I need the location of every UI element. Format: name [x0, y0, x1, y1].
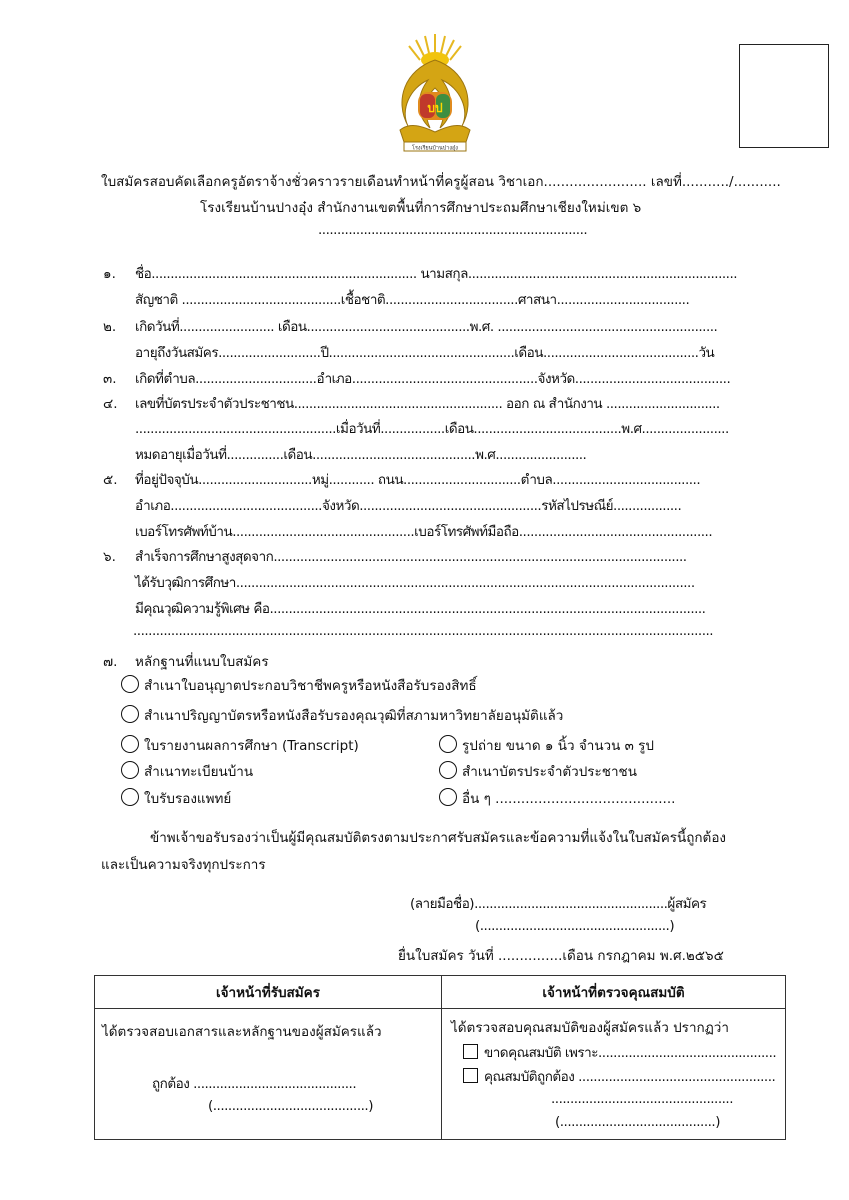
nationality-field[interactable]: สัญชาติ ..........................................เชื้อชาติ...................................ศาสนา...................................	[135, 292, 690, 308]
radio-circle-icon[interactable]	[121, 761, 139, 779]
id-card-issue-field[interactable]: .....................................................เมื่อวันที่.................เดือน.......................................พ.ศ.......................	[135, 421, 729, 437]
school-office-line: โรงเรียนบ้านปางอุ๋ง สำนักงานเขตพื้นที่การศึกษาประถมศึกษาเชียงใหม่เขต ๖	[200, 200, 642, 216]
verifier-dotted-line[interactable]: ................................................	[551, 1091, 733, 1107]
lack-qualification-option[interactable]: ขาดคุณสมบัติ เพราะ...............................................	[463, 1041, 776, 1063]
name-field[interactable]: ชื่อ...................................................................... นามสกุล.......................................................................	[135, 266, 738, 282]
receiver-header: เจ้าหน้าที่รับสมัคร	[95, 976, 442, 1009]
attachment-degree-certificate[interactable]: สำเนาปริญญาบัตรหรือหนังสือรับรองคุณวุฒิที่สภามหาวิทยาลัยอนุมัติแล้ว	[121, 704, 563, 726]
receiver-cell	[95, 1009, 442, 1140]
applicant-signature[interactable]: (ลายมือชื่อ)...................................................ผู้สมัคร	[410, 896, 707, 912]
verifier-cell	[442, 1009, 786, 1140]
svg-text:บป: บป	[427, 101, 443, 115]
receiver-signature-field[interactable]: (.........................................)	[208, 1098, 373, 1114]
verifier-check-text: ได้ตรวจสอบคุณสมบัติของผู้สมัครแล้ว ปรากฏว่า	[451, 1020, 729, 1036]
item-number-6: ๖.	[103, 549, 116, 565]
district-field[interactable]: อำเภอ........................................จังหวัด................................................รหัสไปรษณีย์..................	[135, 498, 682, 514]
item-number-4: ๔.	[103, 396, 118, 412]
radio-circle-icon[interactable]	[121, 675, 139, 693]
submit-date: ยื่นใบสมัคร วันที่ ...............เดือน กรกฎาคม พ.ศ.๒๕๖๕	[398, 948, 724, 964]
school-emblem-logo	[380, 30, 490, 155]
radio-circle-icon[interactable]	[439, 788, 457, 806]
item-number-1: ๑.	[103, 266, 116, 282]
id-card-field[interactable]: เลขที่บัตรประจำตัวประชาชน....................................................... ออก ณ สำนักงาน ..............................	[135, 396, 720, 412]
item-number-7: ๗.	[103, 654, 118, 670]
id-card-expire-field[interactable]: หมดอายุเมื่อวันที่...............เดือน...........................................พ.ศ........................	[135, 447, 587, 463]
attachment-transcript[interactable]: ใบรายงานผลการศึกษา (Transcript)	[121, 734, 359, 756]
radio-circle-icon[interactable]	[121, 705, 139, 723]
declaration-line-2: และเป็นความจริงทุกประการ	[101, 857, 266, 873]
svg-text:โรงเรียนบ้านปางอุ๋ง: โรงเรียนบ้านปางอุ๋ง	[411, 145, 459, 152]
attachments-title: หลักฐานที่แนบใบสมัคร	[135, 654, 269, 670]
attachment-id-card-copy[interactable]: สำเนาบัตรประจำตัวประชาชน	[439, 760, 637, 782]
header-dotted-line[interactable]: .......................................................................	[318, 222, 588, 238]
phone-field[interactable]: เบอร์โทรศัพท์บ้าน................................................เบอร์โทรศัพท์มือถือ...................................................	[135, 524, 713, 540]
checkbox-icon[interactable]	[463, 1068, 478, 1083]
attachment-photo[interactable]: รูปถ่าย ขนาด ๑ นิ้ว จำนวน ๓ รูป	[439, 734, 654, 756]
radio-circle-icon[interactable]	[439, 735, 457, 753]
birthdate-field[interactable]: เกิดวันที่......................... เดือน...........................................พ.ศ. ..........................................................	[135, 319, 718, 335]
birthplace-field[interactable]: เกิดที่ตำบล................................อำเภอ.................................................จังหวัด.........................................	[135, 371, 731, 387]
form-title: ใบสมัครสอบคัดเลือกครูอัตราจ้างชั่วคราวรายเดือนทำหน้าที่ครูผู้สอน วิชาเอก........................ เลขที่.........../...........	[101, 174, 781, 190]
declaration-line-1: ข้าพเจ้าขอรับรองว่าเป็นผู้มีคุณสมบัติตรงตามประกาศรับสมัครและข้อความที่แจ้งในใบสมัครนี้ถูกต้อง	[150, 830, 727, 846]
item-number-5: ๕.	[103, 472, 118, 488]
special-skill-field-2[interactable]: .........................................................................................................................................................	[133, 623, 714, 639]
attachment-medical-certificate[interactable]: ใบรับรองแพทย์	[121, 787, 231, 809]
radio-circle-icon[interactable]	[121, 735, 139, 753]
applicant-name-parenthesis[interactable]: (..................................................)	[475, 918, 675, 934]
receiver-correct-field[interactable]: ถูกต้อง ...........................................	[152, 1076, 357, 1092]
staff-verification-table	[94, 975, 786, 1140]
age-field[interactable]: อายุถึงวันสมัคร...........................ปี.................................................เดือน.........................................วัน	[135, 345, 715, 361]
item-number-3: ๓.	[103, 371, 117, 387]
checkbox-icon[interactable]	[463, 1044, 478, 1059]
receiver-check-text: ได้ตรวจสอบเอกสารและหลักฐานของผู้สมัครแล้ว	[102, 1024, 382, 1040]
radio-circle-icon[interactable]	[121, 788, 139, 806]
verifier-header: เจ้าหน้าที่ตรวจคุณสมบัติ	[442, 976, 786, 1009]
address-field[interactable]: ที่อยู่ปัจจุบัน..............................หมู่............ ถนน...............................ตำบล.......................................	[135, 472, 701, 488]
qualified-option[interactable]: คุณสมบัติถูกต้อง ....................................................	[463, 1065, 775, 1087]
verifier-signature-field[interactable]: (.........................................)	[555, 1114, 720, 1130]
item-number-2: ๒.	[103, 319, 117, 335]
attachment-other[interactable]: อื่น ๆ ..........................................	[439, 787, 675, 809]
education-field[interactable]: สำเร็จการศึกษาสูงสุดจาก.............................................................................................................	[135, 549, 687, 565]
attachment-teacher-license[interactable]: สำเนาใบอนุญาตประกอบวิชาชีพครูหรือหนังสือรับรองสิทธิ์	[121, 674, 477, 696]
photo-placeholder-box[interactable]	[739, 44, 829, 148]
special-skill-field[interactable]: มีคุณวุฒิความรู้พิเศษ คือ...................................................................................................................	[135, 601, 706, 617]
degree-field[interactable]: ได้รับวุฒิการศึกษา.........................................................................................................................	[135, 575, 695, 591]
radio-circle-icon[interactable]	[439, 761, 457, 779]
attachment-house-registration[interactable]: สำเนาทะเบียนบ้าน	[121, 760, 253, 782]
